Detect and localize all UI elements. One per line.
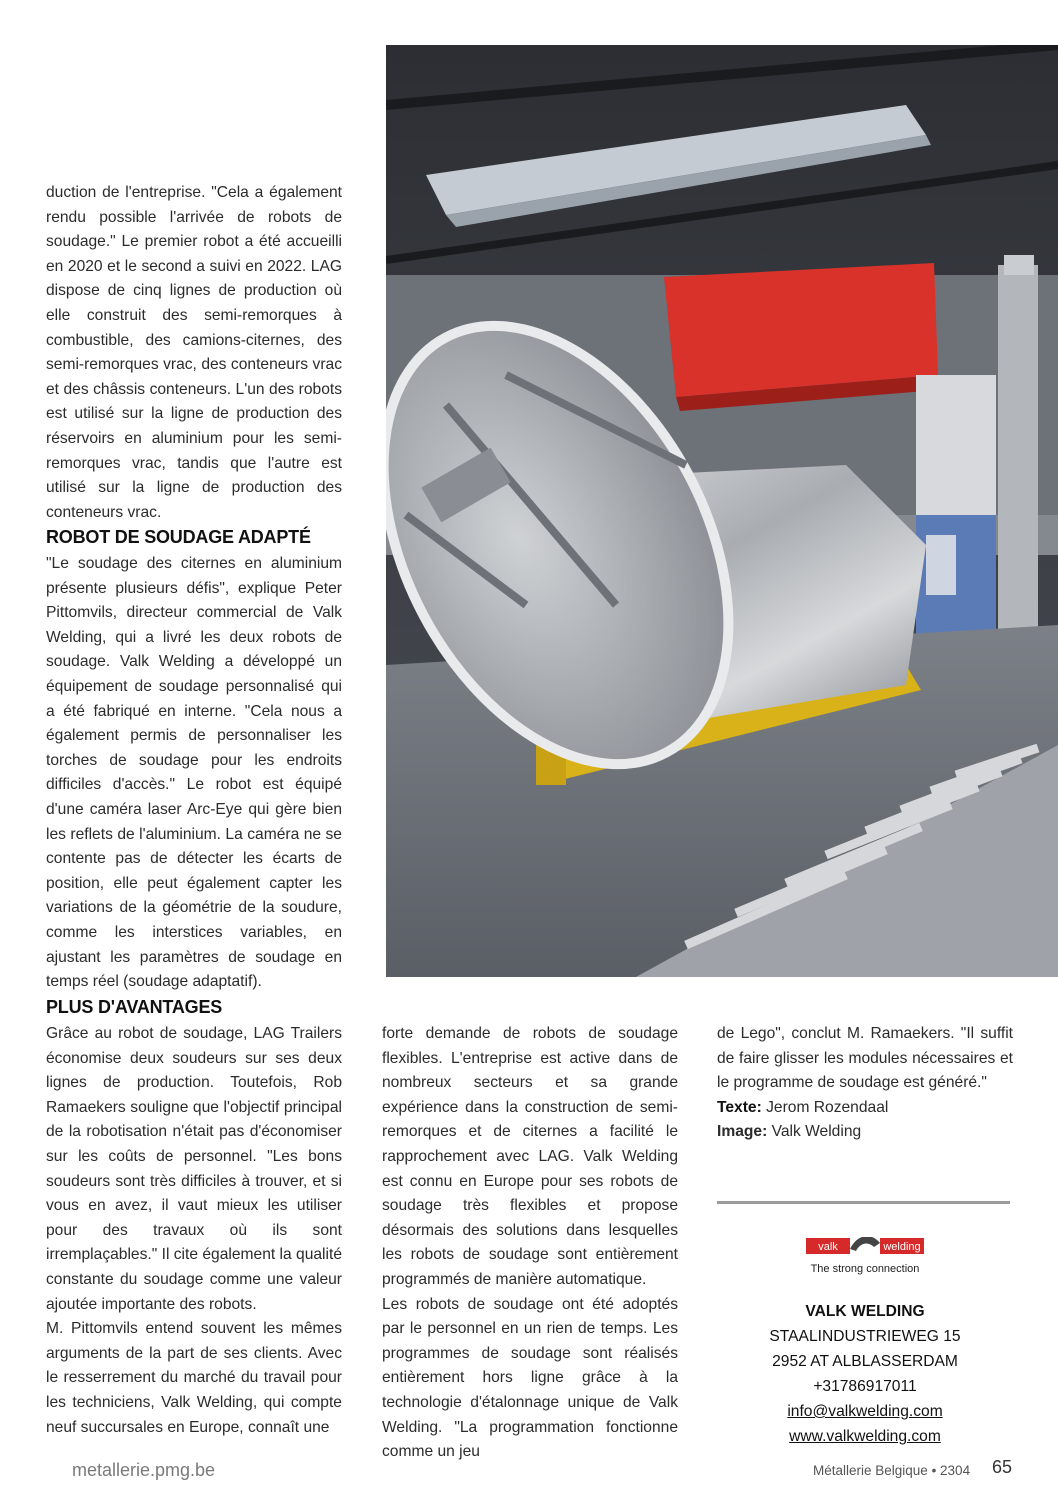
credit-text	[717, 1096, 1013, 1121]
article-column-robot	[46, 552, 342, 995]
section-heading-robot: ROBOT DE SOUDAGE ADAPTÉ	[46, 527, 311, 547]
article-column-right	[717, 1022, 1013, 1145]
credit-text-label: Texte:	[717, 1098, 762, 1116]
company-phone: +31786917011	[813, 1378, 917, 1395]
website-link[interactable]: www.valkwelding.com	[789, 1428, 941, 1445]
article-paragraph: Les robots de soudage ont été adoptés par le personnel en un rien de temps. Les programmes de soudage sont réalisés entièrement hors ligne grâce à la technologie d'étalonnage unique de Valk Welding. "La programmation fonctionne comme un jeu	[382, 1295, 678, 1461]
article-paragraph: forte demande de robots de soudage flexibles. L'entreprise est active dans de nombreux secteurs et sa grande expérience dans la construction de semi-remorques et de citernes a facilité le rapprochement avec LAG. Valk Welding est connu en Europe pour ses robots de soudage très flexibles et propose désormais des solutions dans lesquelles les robots de soudage sont entièrement programmés de manière automatique.	[382, 1025, 678, 1288]
svg-text:welding: welding	[883, 1241, 921, 1253]
page-number: 65	[992, 1457, 1013, 1477]
factory-photo-illustration	[386, 45, 1058, 977]
company-name: VALK WELDING	[805, 1303, 925, 1320]
article-column-middle	[382, 1022, 678, 1465]
section-heading-avantages: PLUS D'AVANTAGES	[46, 997, 223, 1017]
article-paragraph: de Lego", conclut M. Ramaekers. "Il suffit de faire glisser les modules nécessaires et le programme de soudage est généré."	[717, 1025, 1013, 1092]
company-city: 2952 AT ALBLASSERDAM	[772, 1353, 958, 1370]
credit-image	[717, 1120, 1013, 1145]
company-street: STAALINDUSTRIEWEG 15	[769, 1328, 961, 1345]
contact-block	[717, 1299, 1013, 1449]
email-link[interactable]: info@valkwelding.com	[787, 1403, 943, 1420]
divider	[717, 1201, 1010, 1204]
credit-text-value: Jerom Rozendaal	[761, 1098, 889, 1116]
article-column-left-bottom	[46, 1022, 342, 1440]
credit-image-value: Valk Welding	[767, 1123, 862, 1141]
credit-image-label: Image:	[717, 1123, 768, 1141]
footer-issue: Métallerie Belgique • 2304	[813, 1463, 971, 1478]
valk-welding-logo	[800, 1225, 930, 1281]
article-paragraph: Grâce au robot de soudage, LAG Trailers économise deux soudeurs sur ses deux lignes de production. Toutefois, Rob Ramaekers souligne que l'objectif principal de la robotisation n'était pas d'économiser sur les coûts de personnel. "Les bons soudeurs sont très difficiles à trouver, et si vous en avez, il vaut mieux les utiliser pour des travaux où ils sont irremplaçables." Il cite également la qualité constante du soudage comme une valeur ajoutée importante des robots.	[46, 1025, 342, 1313]
article-paragraph: "Le soudage des citernes en aluminium présente plusieurs défis", explique Peter Pittomvils, directeur commercial de Valk Welding, qui a livré les deux robots de soudage. Valk Welding a développé un équipement de soudage personnalisé qui a été fabriqué en interne. "Cela nous a également permis de personnaliser les torches de soudage pour les endroits difficiles d'accès." Le robot est équipé d'une caméra laser Arc-Eye qui gère bien les reflets de l'aluminium. La caméra ne se contente pas de détecter les écarts de position, elle peut également capter les variations de la géométrie de la soudure, comme les interstices variables, en ajustant les paramètres de soudage en temps réel (soudage adaptatif).	[46, 555, 342, 991]
svg-text:valk: valk	[818, 1241, 838, 1253]
article-column-left-top	[46, 181, 342, 525]
welding-robot-photo	[386, 45, 1058, 977]
footer-site: metallerie.pmg.be	[72, 1460, 216, 1480]
logo-mark-icon	[806, 1237, 924, 1255]
article-paragraph: M. Pittomvils entend souvent les mêmes arguments de la part de ses clients. Avec le resserrement du marché du travail pour les techniciens, Valk Welding, qui compte neuf succursales en Europe, connaît une	[46, 1320, 342, 1436]
logo-tagline: The strong connection	[810, 1263, 920, 1275]
article-paragraph: duction de l'entreprise. "Cela a également rendu possible l'arrivée de robots de soudage." Le premier robot a été accueilli en 2020 et le second a suivi en 2022. LAG dispose de cinq lignes de production où elle construit des semi-remorques à combustible, des camions-citernes, des semi-remorques vrac, des conteneurs vrac et des châssis conteneurs. L'un des robots est utilisé sur la ligne de production des réservoirs en aluminium pour les semi-remorques vrac, tandis que l'autre est utilisé sur la ligne de production des conteneurs vrac.	[46, 184, 342, 521]
